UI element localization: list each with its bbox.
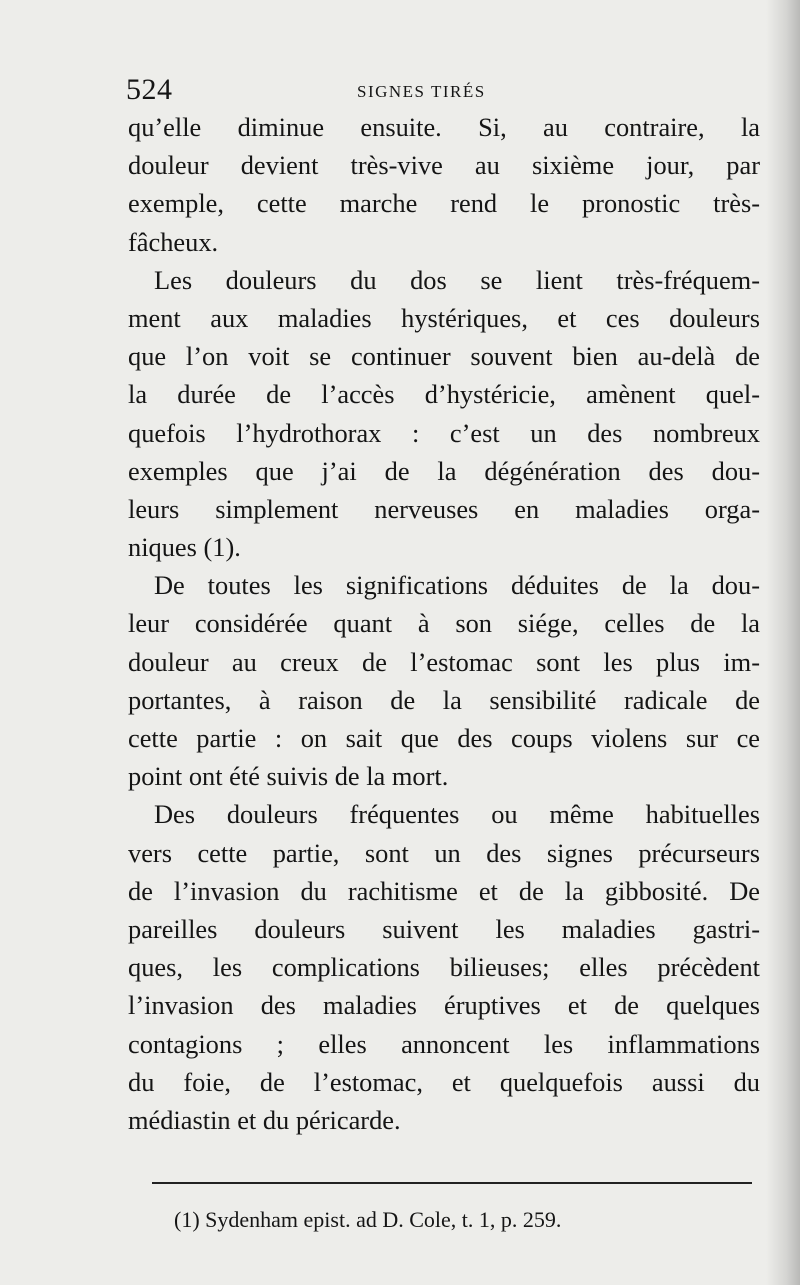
text-line: douleur au creux de l’estomac sont les plus im- xyxy=(128,646,760,677)
text-line: cette partie : on sait que des coups violens sur ce xyxy=(128,723,760,753)
text-line: exemples que j’ai de la dégénération des dou- xyxy=(128,455,760,486)
text-line: douleur devient très-vive au sixième jour, par xyxy=(128,150,760,181)
text-line: quefois l’hydrothorax : c’est un des nombreux xyxy=(128,417,760,448)
text-line: portantes, à raison de la sensibilité radicale de xyxy=(128,684,760,715)
paragraph-start-line: De toutes les significations déduites de la dou- xyxy=(154,570,760,601)
text-line: exemple, cette marche rend le pronostic très- xyxy=(128,188,760,219)
text-line: que l’on voit se continuer souvent bien au-delà de xyxy=(128,341,760,372)
text-line: pareilles douleurs suivent les maladies gastri- xyxy=(128,913,760,944)
text-line: de l’invasion du rachitisme et de la gibbosité. De xyxy=(128,875,760,906)
body-text xyxy=(128,108,760,1139)
page-edge-shadow xyxy=(766,0,800,1285)
running-head: SIGNES TIRÉS xyxy=(357,82,486,101)
text-line: vers cette partie, sont un des signes précurseurs xyxy=(128,837,760,868)
text-line: leurs simplement nerveuses en maladies orga- xyxy=(128,493,760,524)
footnote: (1) Sydenham epist. ad D. Cole, t. 1, p. 259. xyxy=(174,1207,562,1232)
text-line: la durée de l’accès d’hystéricie, amènent quel- xyxy=(128,379,760,410)
text-line: l’invasion des maladies éruptives et de quelques xyxy=(128,990,760,1021)
footnote-rule xyxy=(152,1182,752,1184)
text-line: ques, les complications bilieuses; elles précèdent xyxy=(128,952,760,983)
text-line: fâcheux. xyxy=(128,226,219,257)
page-number: 524 xyxy=(126,73,173,106)
text-line: ment aux maladies hystériques, et ces douleurs xyxy=(128,302,760,333)
paragraph-start-line: Des douleurs fréquentes ou même habituelles xyxy=(154,799,760,830)
text-line: du foie, de l’estomac, et quelquefois aussi du xyxy=(128,1066,760,1097)
paragraph-start-line: Les douleurs du dos se lient très-fréquem- xyxy=(154,264,760,295)
text-line: niques (1). xyxy=(128,532,241,563)
text-line: leur considérée quant à son siége, celles de la xyxy=(128,608,760,639)
text-line: médiastin et du péricarde. xyxy=(128,1104,401,1135)
text-line: contagions ; elles annoncent les inflammations xyxy=(128,1028,760,1059)
text-line: qu’elle diminue ensuite. Si, au contraire, la xyxy=(128,112,760,142)
text-line: point ont été suivis de la mort. xyxy=(128,761,449,792)
